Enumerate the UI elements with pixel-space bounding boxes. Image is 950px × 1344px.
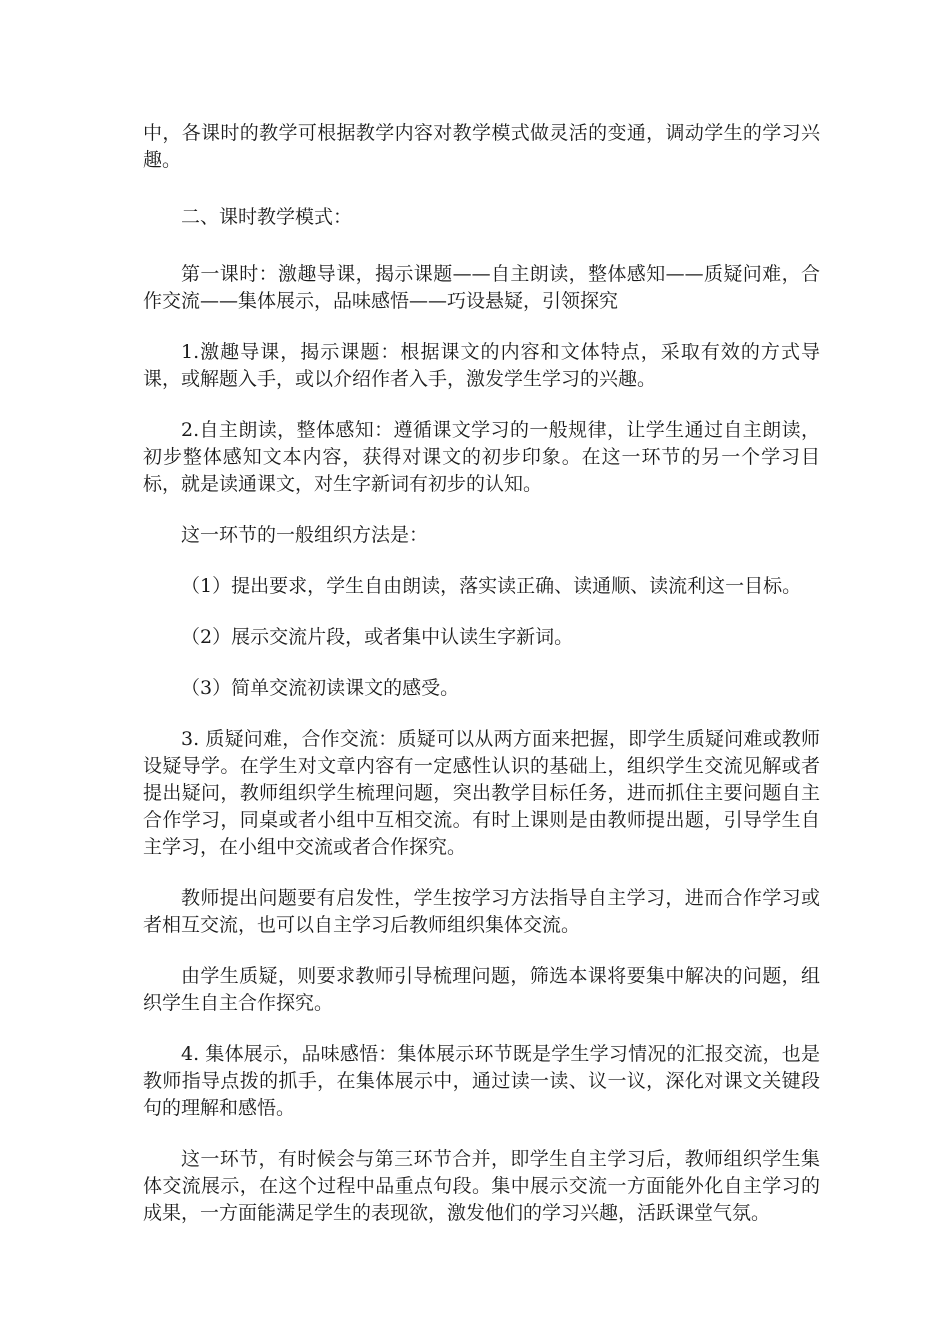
student-question-paragraph: 由学生质疑，则要求教师引导梳理问题，筛选本课将要集中解决的问题，组织学生自主合作探究。 [143, 965, 820, 1014]
step-3-paragraph: 3. 质疑问难，合作交流：质疑可以从两方面来把握，即学生质疑问难或教师设疑导学。在学生对文章内容有一定感性认识的基础上，组织学生交流见解或者提出疑问，教师组织学生梳理问题，突出教学目标任务，进而抓住主要问题自主合作学习，同桌或者小组中互相交流。有时上课则是由教师提出题，引导学生自主学习，在小组中交流或者合作探究。 [143, 728, 820, 858]
step-4-paragraph: 4. 集体展示，品味感悟：集体展示环节既是学生学习情况的汇报交流，也是教师指导点拨的抓手，在集体展示中，通过读一读、议一议，深化对课文关键段句的理解和感悟。 [143, 1043, 820, 1119]
method-item-2: （2）展示交流片段，或者集中认读生字新词。 [181, 626, 574, 648]
method-item-3: （3）简单交流初读课文的感受。 [181, 677, 460, 699]
section-heading: 二、课时教学模式： [181, 206, 353, 228]
method-item-1: （1）提出要求，学生自由朗读，落实读正确、读通顺、读流利这一目标。 [181, 575, 802, 597]
lesson-one-overview: 第一课时：激趣导课，揭示课题——自主朗读，整体感知——质疑问难，合作交流——集体展示，品味感悟——巧设悬疑，引领探究 [143, 263, 820, 312]
teacher-question-paragraph: 教师提出问题要有启发性，学生按学习方法指导自主学习，进而合作学习或者相互交流，也可以自主学习后教师组织集体交流。 [143, 887, 820, 936]
method-intro: 这一环节的一般组织方法是： [181, 524, 429, 546]
step-1-paragraph: 1.激趣导课，揭示课题：根据课文的内容和文体特点，采取有效的方式导课，或解题入手，或以介绍作者入手，激发学生学习的兴趣。 [143, 341, 820, 390]
merge-note-paragraph: 这一环节，有时候会与第三环节合并，即学生自主学习后，教师组织学生集体交流展示，在这个过程中品重点句段。集中展示交流一方面能外化自主学习的成果，一方面能满足学生的表现欲，激发他们的学习兴趣，活跃课堂气氛。 [143, 1148, 820, 1224]
step-2-paragraph: 2.自主朗读，整体感知：遵循课文学习的一般规律，让学生通过自主朗读，初步整体感知文本内容，获得对课文的初步印象。在这一环节的另一个学习目标，就是读通课文，对生字新词有初步的认知。 [143, 419, 820, 495]
paragraph-continuation: 中，各课时的教学可根据教学内容对教学模式做灵活的变通，调动学生的学习兴趣。 [143, 122, 820, 171]
